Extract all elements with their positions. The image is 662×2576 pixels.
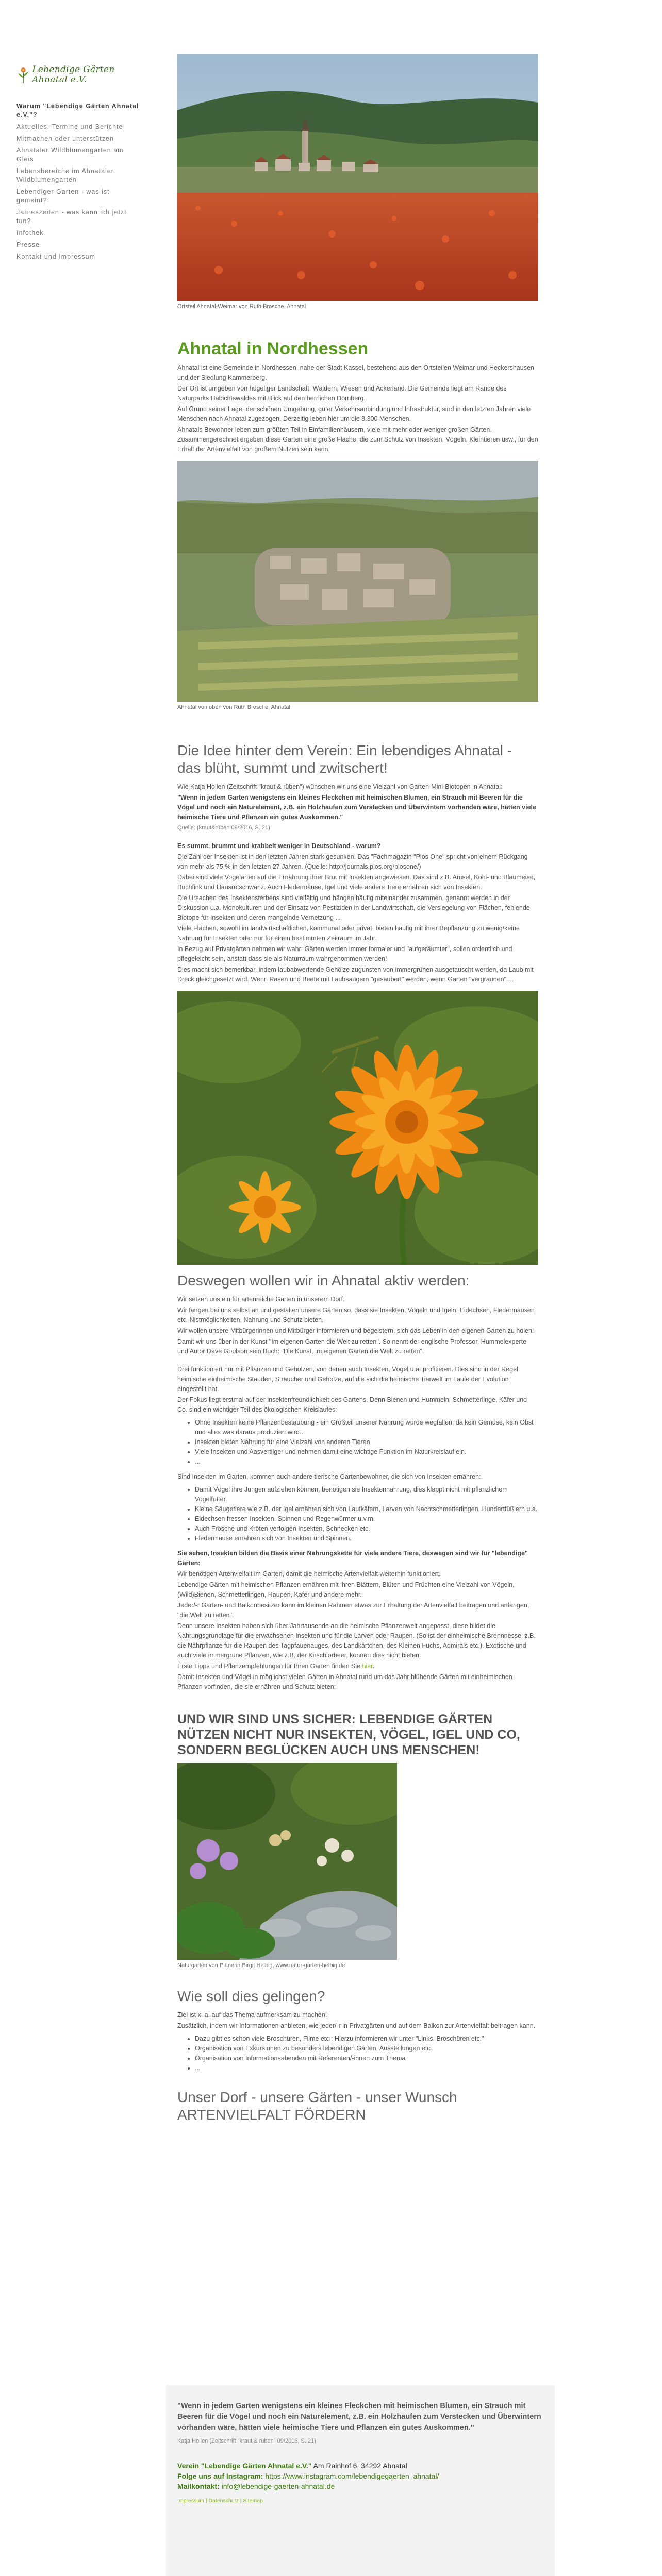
sidebar [16,62,140,264]
paragraph: Wir fangen bei uns selbst an und gestalten unsere Gärten so, dass sie Insekten, Vögeln und Igeln, Eidechsen, Fledermäusen etc. Nistmöglichkeiten, Nahrung und Schutz bieten. [177,1307,535,1324]
aerial-village-photo [177,461,538,702]
list-item: • Damit Vögel ihre Jungen aufziehen können, benötigen sie Insektennahrung, dies klappt nicht mit pflanzlichem Vogelfutter. [195,1485,538,1504]
section-title-ahnatal: Ahnatal in Nordhessen [177,339,369,359]
footer-mail [177,2481,543,2492]
main-content [177,54,538,2129]
subheading-warum: Es summt, brummt und krabbelt weniger in Deutschland - warum? [177,842,381,850]
footer-quote-source: Katja Hollen (Zeitschrift "kraut & rüben" 09/2016, S. 21) [177,2438,316,2444]
list-item: • Auch Frösche und Kröten verfolgen Insekten, Schnecken etc. [195,1524,538,1534]
list-item: • Dazu gibt es schon viele Broschüren, Filme etc.: Hierzu informieren wir unter "Links, Broschüren etc." [195,2034,538,2044]
paragraph: Wie Katja Hollen (Zeitschrift "kraut & rüben") wünschen wir uns eine Vielzahl von Garten-Mini-Biotopen in Ahnatal: [177,783,503,790]
nav-item-wildblumengarten[interactable]: Ahnataler Wildblumengarten am Gleis [16,147,124,163]
measures-list [177,2034,538,2073]
insect-importance-list [177,1418,538,1467]
instagram-label: Folge uns auf Instagram: [177,2472,263,2480]
paragraph: In Bezug auf Privatgärten nehmen wir wahr: Gärten werden immer formaler und "aufgeräumter", sollen ordentlich und pflegeleicht sein, anstatt dass sie als Naturraum wahrgenommen werden! [177,945,512,962]
photo-caption: Ortsteil Ahnatal-Weimar von Ruth Brosche, Ahnatal [177,303,306,310]
paragraph: Damit Insekten und Vögel in möglichst vielen Gärten in Ahnatal rund um das Jahr blühende Gärten mit einheimischen Pflanzen vorfinden, die sie ernähren und Schutz bieten: [177,1673,512,1690]
mail-label: Mailkontakt: [177,2482,220,2490]
poppy-field-photo [177,54,538,301]
paragraph: Wir setzen uns ein für artenreiche Gärten in unserem Dorf. [177,1296,345,1303]
quote-source: Quelle: (kraut&rüben 09/2016, S. 21) [177,825,270,831]
paragraph: Die Zahl der Insekten ist in den letzten Jahren stark gesunken. Das "Fachmagazin "Plos One" spricht von einem Rückgang von mehr als 75 % in den letzten 27 Jahren. (Quelle: http://journals.plos.org/plosone/) [177,853,528,870]
list-item: • Organisation von Informationsabenden mit Referenten/-innen zum Thema [195,2054,538,2063]
tips-paragraph [177,1662,538,1671]
paragraph: Wir wollen unsere Mitbürgerinnen und Mitbürger informieren und begeistern, sich das Leben in den eigenen Garten zu holen! [177,1327,534,1334]
paragraph: Dies macht sich bemerkbar, indem laubabwerfende Gehölze zugunsten von immergrünen ausgetauscht werden, da Laub mit Dreck gleichgesetzt wird. Wenn Rasen und Beete mit Laubsaugern "gesäubert" werden, wenn Gärten "vergraunen".... [177,966,534,983]
garden-animals-list [177,1485,538,1544]
bold-paragraph: Sie sehen, Insekten bilden die Basis einer Nahrungskette für viele andere Tiere, deswegen sind wir für "lebendige" Gärten: [177,1550,528,1567]
paragraph: Viele Flächen, sowohl im landwirtschaftlichen, kommunal oder privat, bieten häufig mit ihrer Bepflanzung zu wenig/keine Nahrung für Insekten oder nur für einen bestimmten Zeitraum im Jahr. [177,925,520,942]
footer-quote: "Wenn in jedem Garten wenigstens ein kleines Fleckchen mit heimischen Blumen, ein Strauch mit Beeren für die Vögel und noch ein Naturelement, z.B. ein Holzhaufen zum Verstecken und Überwintern vorhanden wäre, hätten viele heimische Tiere und Pflanzen ein gutes Auskommen." [177,2402,541,2432]
list-item: • Fledermäuse ernähren sich von Insekten und Spinnen. [195,1534,538,1544]
paragraph: Der Fokus liegt erstmal auf der insektenfreundlichkeit des Gartens. Denn Bienen und Hummeln, Schmetterlinge, Käfer und Co. sind ein wichtiger Teil des ökologischen Kreislaufes: [177,1396,527,1413]
paragraph: Auf Grund seiner Lage, der schönen Umgebung, guter Verkehrsanbindung und Infrastruktur, sind in den letzten Jahren viele Menschen nach Ahnatal zugezogen. Derzeitig leben hier um die 8.300 Menschen. [177,405,531,422]
nav-item-aktuelles[interactable]: Aktuelles, Termine und Berichte [16,123,123,130]
section-title-gelingen: Wie soll dies gelingen? [177,1988,325,2004]
paragraph: Sind Insekten im Garten, kommen auch andere tierische Gartenbewohner, die sich von Insekten ernähren: [177,1473,481,1480]
list-item: • Eidechsen fressen Insekten, Spinnen und Regenwürmer u.v.m. [195,1514,538,1524]
paragraph: Lebendige Gärten mit heimischen Pflanzen ernähren mit ihren Blättern, Blüten und Früchten eine Vielzahl von Vögeln, (Wild)Bienen, Schmetterlingen, Raupen, Käfer und andere mehr. [177,1581,515,1598]
nav-item-warum[interactable]: Warum "Lebendige Gärten Ahnatal e.V."? [16,103,139,118]
footer-verein [177,2461,543,2471]
footer-legal-links[interactable]: Impressum | Datenschutz | Sitemap [177,2498,263,2504]
list-item: • Insekten bieten Nahrung für eine Vielzahl von anderen Tieren [195,1437,538,1447]
paragraph: Der Ort ist umgeben von hügeliger Landschaft, Wäldern, Wiesen und Ackerland. Die Gemeinde liegt am Rande des Naturparks Habichtswaldes mit Blick auf den herrlichen Dörnberg. [177,385,507,402]
paragraph: Zusätzlich, indem wir Informationen anbieten, wie jeder/-r in Privatgärten und auf dem Balkon zur Artenvielfalt beitragen kann. [177,2022,536,2029]
tips-text: Erste Tipps und Pflanzempfehlungen für Ihren Garten finden Sie [177,1663,362,1670]
site-logo[interactable] [16,62,140,88]
tips-suffix: . [372,1663,375,1670]
list-item: • ... [195,2063,538,2073]
paragraph: Dabei sind viele Vogelarten auf die Ernährung ihrer Brut mit Insekten angewiesen. Das sind z.B. Amsel, Kohl- und Blaumeise, Buchfink und Hausrotschwanz. Auch Fledermäuse, Igel und viele andere Tiere ernähren sich von Insekten. [177,874,536,891]
nav-item-jahreszeiten[interactable]: Jahreszeiten - was kann ich jetzt tun? [16,209,127,225]
list-item: • Ohne Insekten keine Pflanzenbestäubung - ein Großteil unserer Nahrung würde wegfallen, da kein Gemüse, kein Obst und alles was daraus produziert wird... [195,1418,538,1437]
nav-item-mitmachen[interactable]: Mitmachen oder unterstützen [16,135,114,142]
photo-caption: Naturgarten von Pianerin Birgit Helbig, www.natur-garten-helbig.de [177,1962,345,1969]
list-item: • Viele Insekten und Aasvertilger und nehmen damit eine wichtige Funktion im Naturkreislauf ein. [195,1447,538,1457]
flower-logo-icon [16,63,30,86]
nav-item-lebensbereiche[interactable]: Lebensbereiche im Ahnataler Wildblumengarten [16,167,114,183]
nav-item-presse[interactable]: Presse [16,241,40,248]
paragraph: Drei funktioniert nur mit Pflanzen und Gehölzen, von denen auch Insekten, Vögel u.a. profitieren. Dies sind in der Regel heimische einheimische Stauden, Sträucher und Gehölze, auf die sich die heimische Tierwelt im Laufe der Evolution eingestellt hat. [177,1366,518,1393]
footer-instagram [177,2471,543,2481]
paragraph: Jeder/-r Garten- und Balkonbesitzer kann im kleinen Rahmen etwas zur Erhaltung der Artenvielfalt beitragen und anfangen, "die Welt zu retten". [177,1602,529,1619]
tips-link[interactable]: hier [362,1663,373,1670]
quote-paragraph: "Wenn in jedem Garten wenigstens ein kleines Fleckchen mit heimischen Blumen, ein Strauch mit Beeren für die Vögel und noch ein Naturelement, z.B. ein Holzhaufen zum Verstecken und Überwintern vorhanden wäre, hätten viele heimische Tiere und Pflanzen ein gutes Auskommen." [177,794,536,821]
main-nav [16,102,140,261]
paragraph: Ahnatal ist eine Gemeinde in Nordhessen, nahe der Stadt Kassel, bestehend aus den Ortsteilen Weimar und Heckershausen und der Siedlung Kammerberg. [177,364,534,381]
verein-label: Verein "Lebendige Gärten Ahnatal e.V." [177,2462,312,2470]
mail-link[interactable]: info@lebendige-gaerten-ahnatal.de [221,2482,335,2490]
nav-item-lebendiger-garten[interactable]: Lebendiger Garten - was ist gemeint? [16,188,110,204]
section-title-aktiv: Deswegen wollen wir in Ahnatal aktiv werden: [177,1273,470,1289]
logo-text: Lebendige Gärten Ahnatal e.V. [32,64,115,85]
paragraph: Damit wir uns über in der Kunst "Im eigenen Garten die Welt zu retten". So nennt der englische Professor, Hummelexperte und Autor Dave Goulson sein Buch: "Die Kunst, im eigenen Garten die Welt zu retten". [177,1338,527,1355]
paragraph: Die Ursachen des Insektensterbens sind vielfältig und hängen häufig miteinander zusammen, genannt werden in der Diskussion u.a. Monokulturen und der Einsatz von Pestiziden in der Landwirtschaft, die Versiegelung von Flächen, fehlende Biotope für Insekten und deren mangelnde Vernetzung ... [177,894,530,921]
nav-item-kontakt[interactable]: Kontakt und Impressum [16,253,96,260]
paragraph: Wir benötigen Artenvielfalt im Garten, damit die heimische Artenvielfalt weiterhin funktioniert. [177,1570,441,1578]
list-item: • Kleine Säugetiere wie z.B. der Igel ernähren sich von Laufkäfern, Larven von Nachtschmetterlingen, Hundertfüßlern u.a. [195,1504,538,1514]
section-title-wunsch: Unser Dorf - unsere Gärten - unser Wunsch ARTENVIELFALT FÖRDERN [177,2089,457,2123]
list-item: • ... [195,1457,538,1467]
naturgarten-photo [177,1763,397,1960]
paragraph: Denn unsere Insekten haben sich über Jahrtausende an die heimische Pflanzenwelt angepasst, diese bildet die Nahrungsgrundlage für die erwachsenen Insekten und für die Larven oder Raupen. (So ist der einheimische Brennnessel z.B. die Nährpflanze für die Raupen des Tagpfauenauges, des Landkärtchen, des Kleinen Fuchs, Admirals etc.). Exotische und auch viele immergrüne Pflanzen, wie z.B. der Kirschlorbeer, können dies nicht bieten. [177,1622,536,1659]
paragraph: Ahnatals Bewohner leben zum größten Teil in Einfamilienhäusern, viele mit mehr oder weniger großen Gärten. Zusammengerechnet ergeben diese Gärten eine große Fläche, die zum Schutz von Insekten, Vögeln, Kleintieren usw., für den Erhalt der Artenvielfalt von großem Nutzen sein kann. [177,426,538,453]
instagram-link[interactable]: https://www.instagram.com/lebendigegaerten_ahnatal/ [265,2472,439,2480]
section-title-sicher: UND WIR SIND UNS SICHER: LEBENDIGE GÄRTEN NÜTZEN NICHT NUR INSEKTEN, VÖGEL, IGEL UND CO, SONDERN BEGLÜCKEN AUCH UNS MENSCHEN! [177,1712,520,1757]
footer [166,2385,555,2576]
photo-caption: Ahnatal von oben von Ruth Brosche, Ahnatal [177,704,290,710]
marigold-grasshopper-photo [177,991,538,1265]
verein-address: Am Rainhof 6, 34292 Ahnatal [313,2462,407,2470]
section-title-idee: Die Idee hinter dem Verein: Ein lebendiges Ahnatal - das blüht, summt und zwitschert! [177,742,512,776]
nav-item-infothek[interactable]: Infothek [16,229,44,236]
paragraph: Ziel ist x. a. auf das Thema aufmerksam zu machen! [177,2011,327,2019]
list-item: • Organisation von Exkursionen zu besonders lebendigen Gärten, Ausstellungen etc. [195,2044,538,2054]
